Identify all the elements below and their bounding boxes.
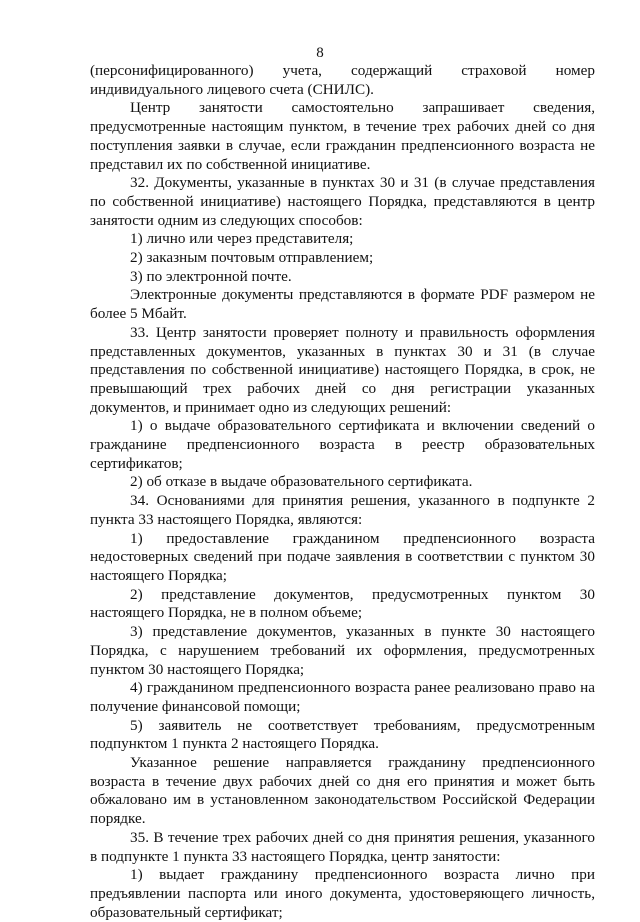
paragraph: 2) заказным почтовым отправлением; (130, 249, 374, 267)
paragraph: 2) об отказе в выдаче образовательного сертификата. (130, 473, 473, 491)
paragraph: Указанное решение направляется гражданину предпенсионного возраста в течение двух рабочих дней со дня его принятия и может быть обжаловано им в установленном законодательством Российской Федерации порядке. (90, 754, 595, 828)
paragraph: 1) предоставление гражданином предпенсионного возраста недостоверных сведений при подаче заявления в соответствии с пунктом 30 настоящего Порядка; (90, 529, 595, 584)
paragraph: Центр занятости самостоятельно запрашивает сведения, предусмотренные настоящим пунктом, в течение трех рабочих дней со дня поступления заявки в случае, если гражданин предпенсионного возраста не представил их по собственной инициативе. (90, 99, 595, 173)
paragraph: 34. Основаниями для принятия решения, указанного в подпункте 2 пункта 33 настоящего Порядка, являются: (90, 492, 595, 528)
paragraph: 5) заявитель не соответствует требованиям, предусмотренным подпунктом 1 пункта 2 настоящего Порядка. (90, 716, 595, 753)
paragraph: (персонифицированного) учета, содержащий страховой номер индивидуального лицевого счета (СНИЛС). (90, 62, 595, 98)
paragraph: 1) о выдаче образовательного сертификата и включении сведений о гражданине предпенсионного возраста в реестр образовательных сертификатов; (90, 417, 595, 472)
paragraph: 33. Центр занятости проверяет полноту и правильность оформления представленных документов, указанных в пунктах 30 и 31 (в случае представления по собственной инициативе) настоящего Порядка, в срок, не превышающий трех рабочих дней со дня регистрации указанных документов, и принимает одно из следующих решений: (90, 323, 595, 416)
paragraph: 1) лично или через представителя; (130, 230, 354, 248)
paragraph: 32. Документы, указанные в пунктах 30 и 31 (в случае представления по собственной инициативе) настоящего Порядка, представляются в центр занятости одним из следующих способов: (90, 174, 595, 229)
paragraph: 2) представление документов, предусмотренных пунктом 30 настоящего Порядка, не в полном объеме; (90, 585, 595, 622)
paragraph: 35. В течение трех рабочих дней со дня принятия решения, указанного в подпункте 1 пункта 33 настоящего Порядка, центр занятости: (90, 828, 595, 865)
paragraph: 4) гражданином предпенсионного возраста ранее реализовано право на получение финансовой помощи; (90, 679, 595, 715)
paragraph: 1) выдает гражданину предпенсионного возраста лично при предъявлении паспорта или иного документа, удостоверяющего личность, образовательный сертификат; (90, 866, 595, 921)
page-number: 8 (316, 45, 324, 61)
document-body (90, 62, 595, 922)
paragraph: Электронные документы представляются в формате PDF размером не более 5 Мбайт. (90, 286, 595, 323)
paragraph: 3) представление документов, указанных в пункте 30 настоящего Порядка, с нарушением требований их оформления, предусмотренных пунктом 30 настоящего Порядка; (90, 623, 595, 678)
paragraph: 3) по электронной почте. (130, 267, 292, 285)
